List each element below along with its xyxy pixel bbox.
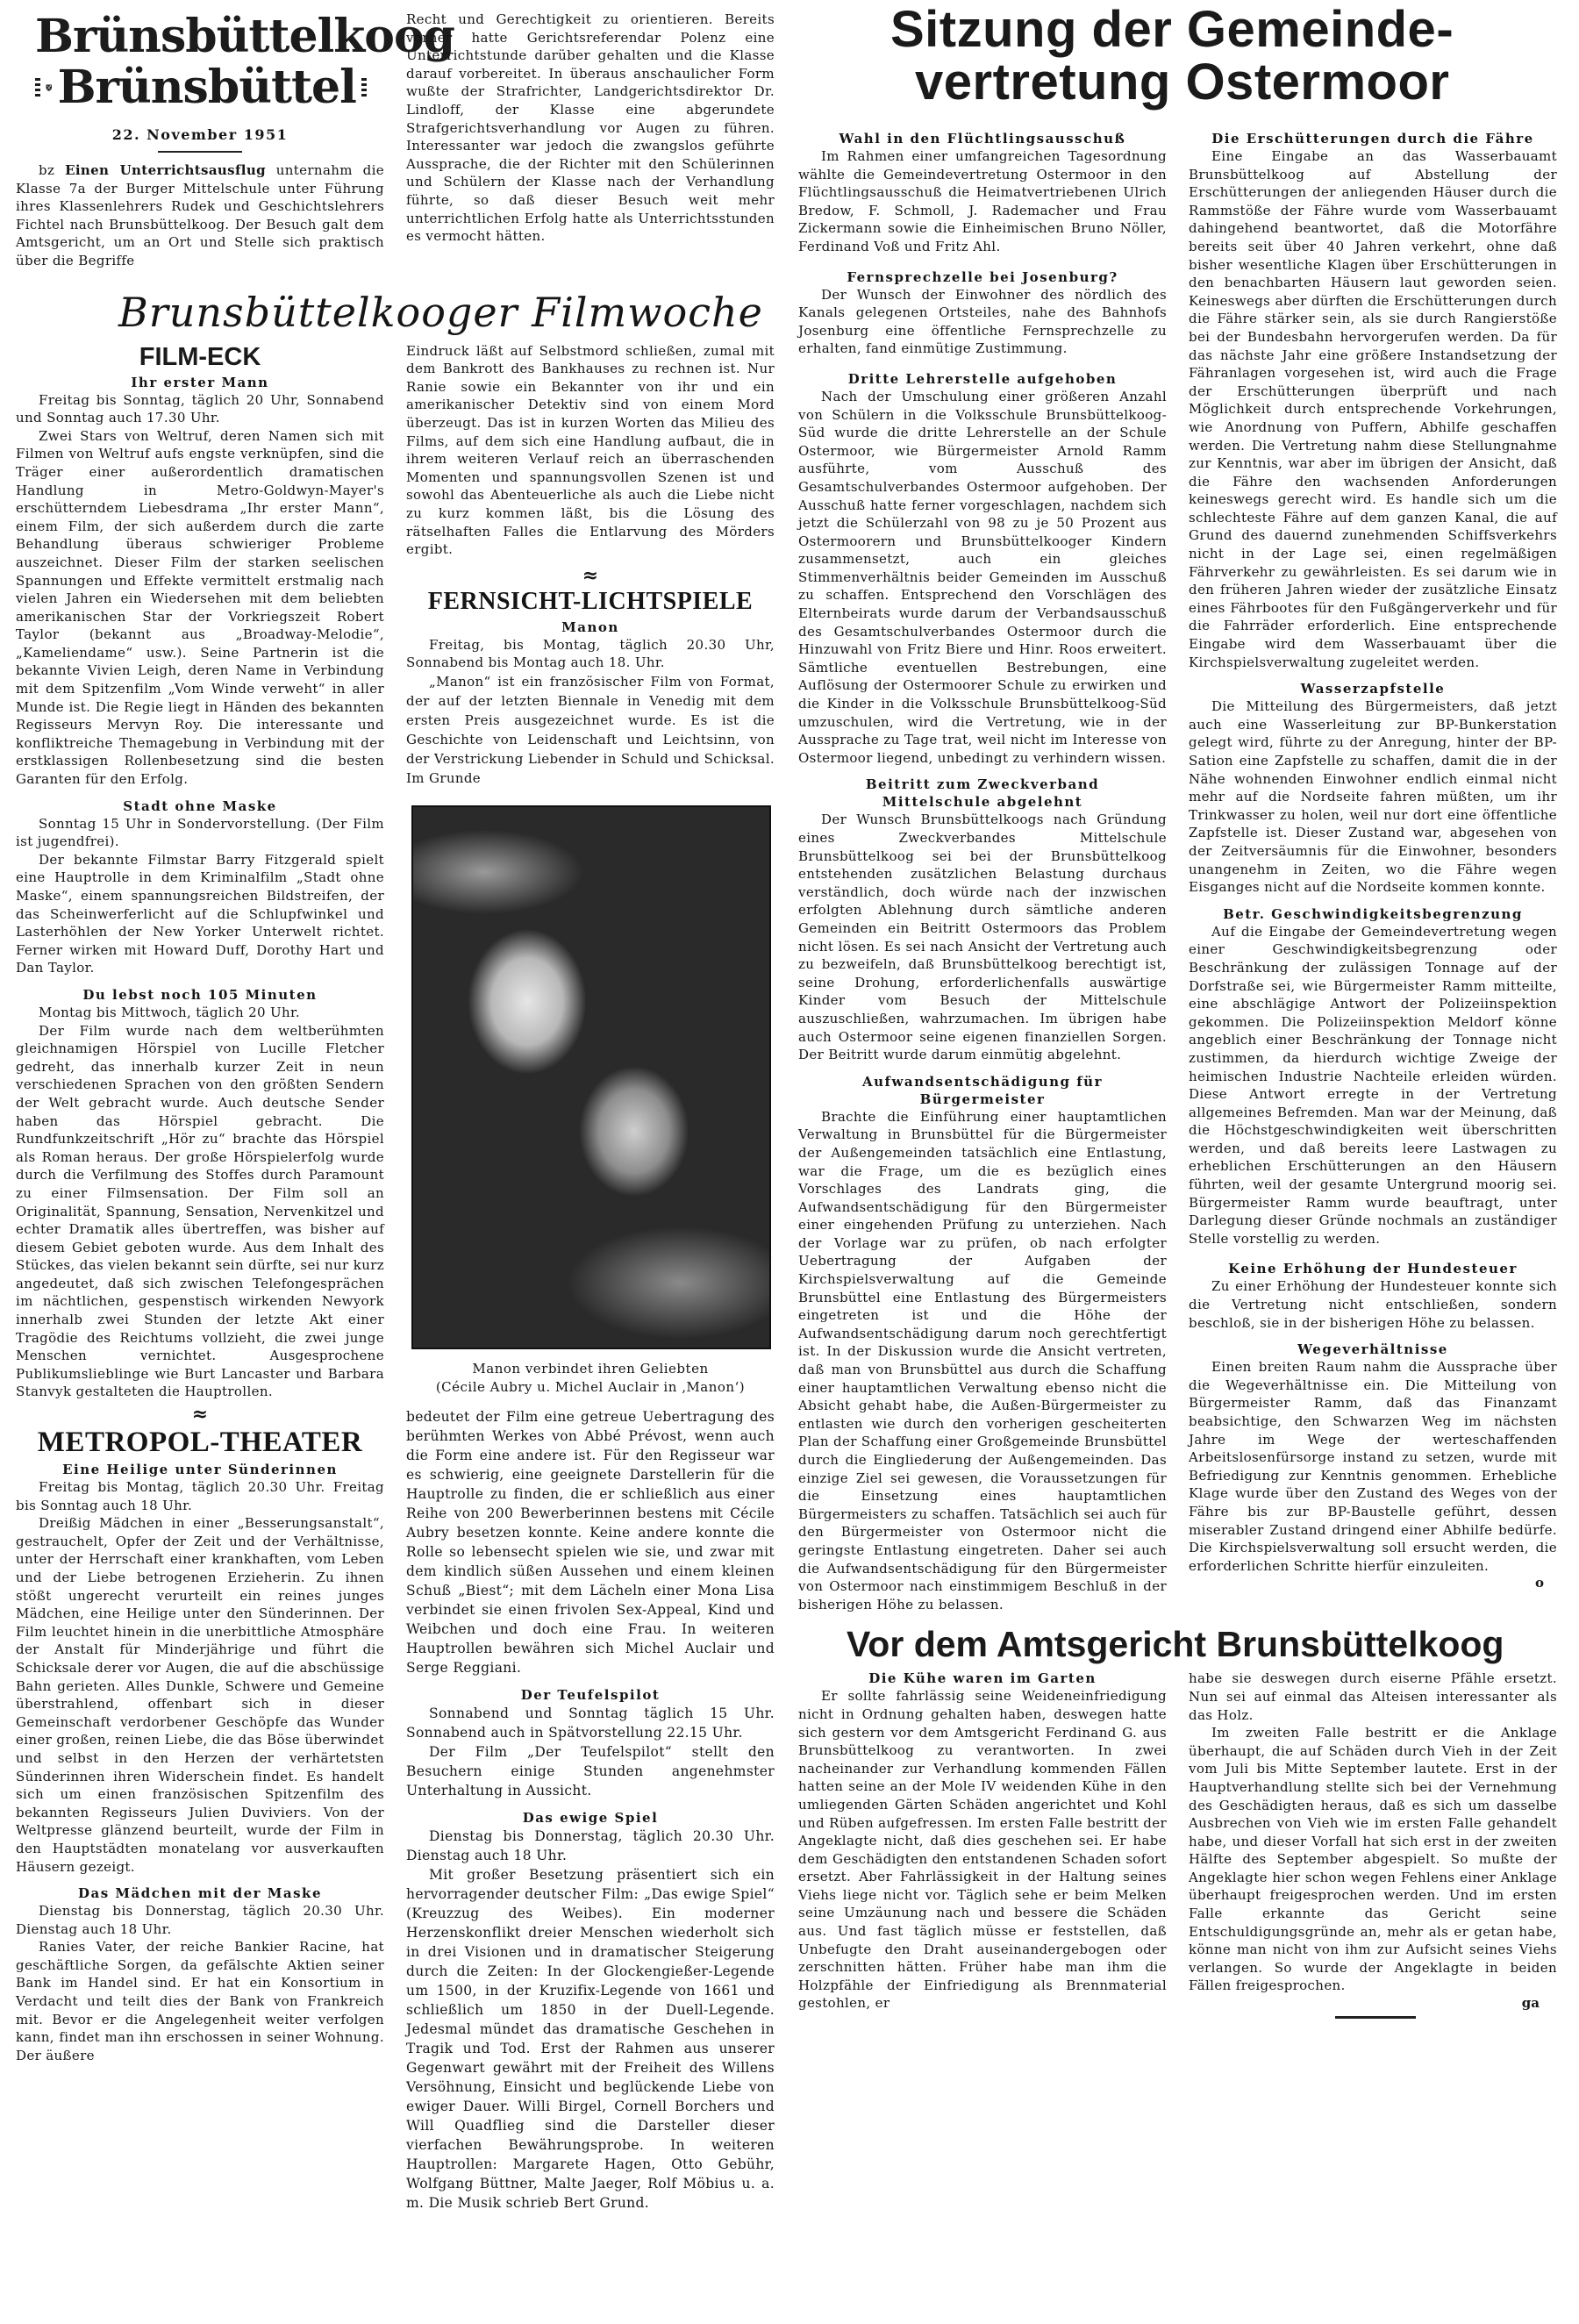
- film-description: Ranies Vater, der reiche Bankier Racine, hat geschäftliche Sorgen, da gefälschte Aktien seiner Bank im Handel sind. Er hat ein Konsortium in Verdacht und teilt dies der Bank von Frankreich mit. Bevor er die Angelegenheit weiter verfolgen kann, findet man ihn erschossen in seiner Wohnung. Der äußere: [16, 1939, 384, 2063]
- section-body: Brachte die Einführung einer hauptamtlichen Verwaltung in Brunsbüttel für die Bürgermeister der Außengemeinden tatsächlich eine Entlastung, war die Frage, um die es bezüglich eines Vorschlages des Landrats ging, die Aufwandsentschädigung für den Bürgermeister einer eingehenden Prüfung zu unterziehen. Nach der Vorlage war zu prüfen, ob nach erfolgter Uebertragung der Aufgaben der Kirchspielsverwaltung auf die Gemeinde Brunsbüttel eine Entlastung des Bürgermeisters eingetreten ist und die Höhe der Aufwandsentschädigung darum noch gerechtfertigt ist. In der Diskussion wurde die Ansicht vertreten, daß man von Brunsbüttel aus durch die Schaffung einer hauptamtlichen Verwaltung ebenso nicht die Absicht gehabt habe, die Außen-Bürgermeister zu entlasten wie durch den vorherigen gescheiterten Plan der Schaffung einer Großgemeinde Brunsbüttel durch die Eingliederung der Außengemeinden. Das einzige Ziel sei gewesen, die Voraussetzungen für die Einsetzung eines hauptamtlichen Bürgermeisters zu schaffen. Tatsächlich sei auch für den Bürgermeister von Ostermoor nicht die geringste Entlastung eingetreten. Daher sei auch die Aufwandsentschädigung für den Bürgermeister von Ostermoor nach einstimmigem Beschluß in der bisherigen Höhe zu belassen.: [798, 1108, 1167, 1612]
- section-body: Die Mitteilung des Bürgermeisters, daß jetzt auch eine Wasserleitung zur BP-Bunkerstation gelegt wird, führte zu der Anregung, hinter der BP-Sation eine Zapfstelle zu schaffen, damit die in der Nähe wohnenden Einwohner endlich einmal nicht mehr auf die Nordseite fahren müßten, um ihr Trinkwasser zu holen, weil nur dort eine öffentliche Zapfstelle ist. Dieser Zustand war, abgesehen von der Zeitversäumnis für die Einwohner, besonders unangenehm in Zeiten, wo die Fähre wegen Eisganges nicht auf die Nordseite kommen konnte.: [1189, 698, 1557, 896]
- section-title: Wahl in den Flüchtlingsausschuß: [839, 131, 1126, 147]
- section-body: Zu einer Erhöhung der Hundesteuer konnte sich die Vertretung nicht entschließen, sondern beschloß, sie in der bisherigen Höhe zu belassen.: [1189, 1278, 1557, 1331]
- photo-caption: [406, 1360, 775, 1397]
- section-title: Aufwandsentschädigung für Bürgermeister: [861, 1073, 1103, 1107]
- logo-stripe-right: [361, 78, 367, 97]
- top-row: [16, 0, 775, 270]
- film-title: Manon: [561, 619, 619, 635]
- sitzung-row: [798, 121, 1557, 1613]
- court-body: Er sollte fahrlässig seine Weideneinfriedigung nicht in Ordnung gehalten haben, deswegen hatte sich gestern vor dem Amtsgericht Ferdinand G. aus Brunsbüttelkoog zu verantworten. In zwei nacheinander zur Verhandlung kommenden Fällen hatten seine an der Mole IV weidenden Kühe in den umliegenden Gärten Schäden angerichtet und Kohl und Rüben aufgefressen. Im ersten Falle bestritt der Angeklagte nicht, daß dies geschehen sei. Er habe dem Geschädigten den entstandenen Schaden sofort ersetzt. Aber Fahrlässigkeit in der Haltung seines Viehs liege nicht vor. Täglich sehe er beim Melken seine Umzäunung nach und bessere die Schäden aus. Und fast täglich müsse er feststellen, daß Unbefugte den Draht auseinandergebogen oder zerschnitten hätten. Früher habe man ihm die Holzpfähle der Einfriedigung als Brennmaterial gestohlen, er: [798, 1688, 1167, 2012]
- film-title: Ihr erster Mann: [131, 374, 269, 390]
- caption-line: (Cécile Aubry u. Michel Auclair in ‚Manon‘): [435, 1378, 746, 1395]
- headline-line: Sitzung der Gemeinde-: [890, 1, 1454, 58]
- section-body: Auf die Eingabe der Gemeindevertretung wegen einer Geschwindigkeitsbegrenzung oder Beschränkung der zulässigen Tonnage auf der Dorfstraße sei, wie Bürgermeister Ramm mitteilte, eine abschlägige Antwort der Polizeiinspektion gekommen. Die Polizeiinspektion Meldorf könne angeblich einer Beschränkung der Tonnage nicht zustimmen, da hierdurch wichtige Zweige der heimischen Industrie Nachteile erleiden würden. Diese Antwort erregte in der Vertretung allgemeines Befremden. Man war der Meinung, daß die Höchstgeschwindigkeiten weit überschritten werden, und daß bereits leere Lastwagen zu erheblichen Erschütterungen an den Häusern führten, weil der gesamte Untergrund moorig sei. Bürgermeister Ramm wurde beauftragt, unter Darlegung dieser Gründe nochmals an zuständiger Stelle vorstellig zu werden.: [1189, 923, 1557, 1247]
- section-body: Eine Eingabe an das Wasserbauamt Brunsbüttelkoog auf Abstellung der Erschütterungen der anliegenden Häuser durch die Rammstöße der Fähre wurde vom Wasserbauamt dahingehend beantwortet, daß die Motorfähre bereits seit über 40 Jahren verkehrt, ohne daß bisher wesentliche Klagen über Erschütterungen in den benachbarten Häusern laut geworden seien. Keineswegs aber dürften die Erschütterungen durch die Fähre stärker sein, als sie durch Rangierstöße bei der Bundesbahn hervorgerufen werden. Da für das nächste Jahr eine größere Instandsetzung der Fähranlagen vorgesehen ist, wird auch die Frage der Erschütterungen überprüft und nach Möglichkeit durch entsprechende Vorkehrungen, wie Anordnung von Puffern, Abhilfe geschaffen werden. Die Vertretung nahm diese Stellungnahme zur Kenntnis, war aber im übrigen der Ansicht, daß die Fähre den wachsenden Anforderungen keineswegs gerecht wird. Es handle sich um die schlechteste Fähre auf dem ganzen Kanal, die auf Grund des dauernd zunehmenden Schiffsverkehrs nicht in der Lage sei, einen regelmäßigen Fährverkehr zu gewährleisten. Es sei darum wie in den früheren Jahren wieder der zusätzliche Einsatz eines Fährbootes für den Fußgängerverkehr und für die Fahrräder erforderlich. Eine entsprechende Eingabe wird dem Wasserbauamt über die Kirchspielsverwaltung zugeleitet werden.: [1189, 148, 1557, 670]
- section-title: Beitritt zum Zweckverband Mittelschule abgelehnt: [865, 776, 1100, 811]
- column-1-top: [16, 0, 455, 270]
- logo-line-1: Brünsbüttelkoog: [35, 10, 455, 63]
- section-title: Betr. Geschwindigkeitsbegrenzung: [1223, 905, 1523, 922]
- right-half: [798, 0, 1557, 2019]
- column-3: [798, 121, 1167, 1613]
- left-half: [16, 0, 775, 2213]
- cinema-metropol-title: METROPOL-THEATER: [37, 1427, 363, 1459]
- film-still-photo: [411, 805, 771, 1349]
- section-title: Fernsprechzelle bei Josenburg?: [847, 268, 1118, 285]
- coat-of-arms-shield-icon: [46, 61, 52, 114]
- film-row: [16, 342, 775, 2213]
- caption-line: Manon verbindet ihren Geliebten: [472, 1360, 709, 1377]
- film-schedule: Sonnabend und Sonntag täglich 15 Uhr. Sonnabend auch in Spätvorstellung 22.15 Uhr.: [406, 1705, 775, 1741]
- film-description: Der Film „Der Teufelspilot“ stellt den Besuchern einige Stunden angenehmster Unterhaltung in Aussicht.: [406, 1743, 775, 1798]
- film-description: Zwei Stars von Weltruf, deren Namen sich mit Filmen von Weltruf aufs engste verknüpfen, sind die Träger einer außerordentlich dramatischen Handlung in Metro-Goldwyn-Mayer's erschütterndem Liebesdrama „Ihr erster Mann“, einem Film, der sich außerdem durch die zarte Behandlung überaus schwieriger Probleme auszeichnet. Dieser Film der starken seelischen Spannungen und Effekte vermittelt erstmalig nach vielen Jahren ein Wiedersehen mit dem beliebten amerikanischen Star der Vorkriegszeit Robert Taylor (bekannt aus „Broadway-Melodie“, „Kameliendame“ usw.). Seine Partnerin ist die bekannte Vivien Leigh, deren Name in Verbindung mit dem Spitzenfilm „Vom Winde verweht“ in aller Munde ist. Die Regie liegt in Händen des bekannten Regisseurs Mervyn Roy. Die interessante und konfliktreiche Themagebung in Verbindung mit der erstklassigen Rollenbesetzung sind die besten Garanten für den Erfolg.: [16, 427, 384, 788]
- section-title: Dritte Lehrerstelle aufgehoben: [847, 370, 1118, 387]
- filmwoche-banner: Brunsbüttelkooger Filmwoche: [118, 288, 763, 336]
- film-description: Der bekannte Filmstar Barry Fitzgerald spielt eine Hauptrolle in dem Kriminalfilm „Stadt ohne Maske“, einem spannungsreichen Bildstreifen, der das Scheinwerferlicht auf die Schlupfwinkel und Lasterhöhlen der New Yorker Unterwelt richtet. Ferner wirken mit Howard Duff, Dorothy Hart und Dan Taylor.: [16, 851, 384, 976]
- court-row: [798, 1666, 1557, 2019]
- section-body: Nach der Umschulung einer größeren Anzahl von Schülern in die Volksschule Brunsbüttelkoog-Süd wurde die dritte Lehrerstelle an der Schule Ostermoor, wie Bürgermeister Arnold Ramm ausführte, vom Ausschuß des Gesamtschulverbandes Ostermoor aufgehoben. Der Ausschuß hatte ferner vorgeschlagen, nachdem sich jetzt die Schülerzahl von 98 zu je 50 Prozent aus Ostermoorern und Brunsbüttelkooger Kindern zusammensetzt, auch ein gleiches Stimmenverhältnis beider Gemeinden im Ausschuß zu schaffen. Entsprechend den Vorschlägen des Elternbeirats wurde darum der Verbandsausschuß des Gesamtschulverbandes Ostermoor durch die Hinzuwahl von Fritz Biere und Hinr. Roos erweitert. Sämtliche eventuellen Bestrebungen, eine Auflösung der Ostermoorer Schule zu erwirken und die Kinder in die Volksschule Brunsbüttelkoog-Süd umzuschulen, wird die Vertretung, wie in der Aussprache zu Tage trat, weil nicht im Interesse von Ostermoor liegend, unbedingt zu verhindern wissen.: [798, 388, 1167, 766]
- film-description: Mit großer Besetzung präsentiert sich ein hervorragender deutscher Film: „Das ewige Spiel“ (Kreuzzug des Weibes). Ein moderner Herzenskonflikt dreier Menschen wiederholt sich in drei Visionen und in dramatischer Steigerung durch die Zeiten: In der Glockengießer-Legende um 1500, in der Kruzifix-Legende von 1661 und schließlich um 1850 in der Duell-Legende. Jedesmal mündet das dramatische Geschehen in Tragik und Tod. Erst der Rahmen aus unserer Gegenwart gewährt mit der Freiheit des Willens Versöhnung, Einsicht und beglückende Liebe von ewiger Dauer. Willi Birgel, Cornell Borchers und Will Quadflieg sind die Darsteller dieser vierfachen Bewährungsprobe. In weiteren Hauptrollen: Margarete Hagen, Otto Gebühr, Wolfgang Büttner, Malte Jaeger, Rolf Möbius u. a. m. Die Musik schrieb Bert Grund.: [406, 1866, 775, 2211]
- section-separator: ≈: [191, 1403, 209, 1427]
- court-subtitle: Die Kühe waren im Garten: [868, 1670, 1097, 1687]
- logo-stripe-left: [35, 78, 40, 97]
- article-text: unternahm die Klasse 7a der Burger Mittelschule unter Führung ihres Klassenlehrers Rudek und Geschichtslehrers Fichtel nach Brunsbüttelkoog. Der Besuch galt dem Amtsgericht, um an Ort und Stelle sich praktisch über die Begriffe: [16, 162, 384, 268]
- film-schedule: Freitag bis Montag, täglich 20.30 Uhr. Freitag bis Sonntag auch 18 Uhr.: [16, 1479, 384, 1513]
- film-description: „Manon“ ist ein französischer Film von Format, der auf der letzten Biennale in Venedig mit dem ersten Preis ausgezeichnet wurde. Es ist die Geschichte von Leidenschaft und Leichtsinn, von der Verstrickung Liebender in Schuld und Schicksal. Im Grunde: [406, 673, 775, 786]
- column-2: [406, 342, 775, 2213]
- court-headline: Vor dem Amtsgericht Brunsbüttelkoog: [847, 1624, 1504, 1665]
- film-description: Der Film wurde nach dem weltberühmten gleichnamigen Hörspiel von Lucille Fletcher gedreht, das innerhalb kurzer Zeit in neun verschiedenen Sprachen von den größten Sendern der Welt gebracht wurde. Auch deutsche Sender haben das Hörspiel gebracht. Die Rundfunkzeitschrift „Hör zu“ brachte das Hörspiel als Roman heraus. Der große Hörspielerfolg wurde durch die Verfilmung des Stoffes durch Paramount zu einer Filmsensation. Der Film soll an Originalität, Spannung, Sensation, Nervenkitzel und echter Dramatik alles übertreffen, was bisher auf diesem Gebiet geboten wurde. Aus dem Inhalt des Stückes, das vielen bekannt sein dürfte, sei nur kurz angedeutet, daß sich zwischen Telefongesprächen im nächtlichen, gespenstisch wirkenden Newyork innerhalb zwei Stunden der letzte Akt einer Tragödie des Reichtums vollzieht, die zwei junge Menschen vernichtet. Ausgesprochene Publikumslieblinge wie Burt Lancaster und Barbara Stanvyk gestalteten die Hauptrollen.: [16, 1022, 384, 1400]
- column-4: [1189, 121, 1557, 1591]
- date-rule: [158, 151, 242, 153]
- film-title: Der Teufelspilot: [520, 1686, 661, 1703]
- sitzung-headline: [890, 1, 1557, 111]
- film-title: Das ewige Spiel: [522, 1809, 659, 1826]
- film-entry: [406, 636, 775, 788]
- section-body: Der Wunsch der Einwohner des nördlich des Kanals gelegenen Ortsteiles, nahe des Bahnhofs Josenburg eine öffentliche Fernsprechzelle zu erhalten, fand einmütige Zustimmung.: [798, 286, 1167, 357]
- film-schedule: Freitag, bis Montag, täglich 20.30 Uhr, Sonnabend bis Montag auch 18. Uhr.: [406, 636, 775, 671]
- section-title: Die Erschütterungen durch die Fähre: [1211, 131, 1534, 147]
- section-title: Keine Erhöhung der Hundesteuer: [1228, 1261, 1518, 1277]
- film-schedule: Montag bis Mittwoch, täglich 20 Uhr.: [39, 1004, 300, 1020]
- film-schedule: Dienstag bis Donnerstag, täglich 20.30 Uhr. Dienstag auch 18 Uhr.: [406, 1827, 775, 1863]
- film-entry: [16, 815, 384, 977]
- film-entry: [16, 1004, 384, 1401]
- film-title: Du lebst noch 105 Minuten: [82, 986, 318, 1003]
- byline: bz: [39, 162, 55, 178]
- logo-line-2: Brünsbüttel: [57, 61, 356, 114]
- court-body: Im zweiten Falle bestritt er die Anklage überhaupt, die auf Schäden durch Vieh in der Zeit vom Juli bis Mitte September lautete. Erst in der Hauptverhandlung stellte sich bei der Vernehmung des Geschädigten heraus, daß es sich um dasselbe Ausbrechen von Vieh wie im ersten Falle gehandelt habe, und dieser Vorfall hat sich erst in der zweiten Hälfte des September abgespielt. So mußte der Angeklagte hier schon wegen Fehlens einer Anklage überhaupt freigesprochen werden. Und im ersten Falle erkannte das Gericht seine Entschuldigungsgründe an, mehr als er getan habe, könne man nicht von ihm zur Aufsicht seines Viehs verlangen. So wurde der Angeklagte in beiden Fällen freigesprochen.: [1189, 1725, 1557, 1994]
- film-description: Dreißig Mädchen in einer „Besserungsanstalt“, gestrauchelt, Opfer der Zeit und der Verhältnisse, unter der Herrschaft einer krankhaften, vom Leben und der Liebe betrogenen Erzieherin. Zu ihnen stößt ungerecht verurteilt ein reines junges Mädchen, eine Heilige unter den Sünderinnen. Der Film leuchtet hinein in die unerbittliche Atmosphäre der Anstalt für Minderjährige und führt die Schicksale derer vor Augen, die auf die abschüssige Bahn gerieten. Alles Dunkle, Schwere und Gemeine überstrahlend, offenbart sich in dieser Gemeinschaft verdorbener Geschöpfe das Wunder einer großen, reinen Liebe, die das Böse überwindet und selbst in den Herzen der verhärtetsten Sünderinnen ihren Widerschein findet. Es handelt sich um einen französischen Spitzenfilm des bekannten Regisseurs Julien Duviviers. Von der Weltpresse glänzend beurteilt, wurde der Film in den Hauptstädten monatelang vor ausverkauften Häusern gezeigt.: [16, 1515, 384, 1875]
- column-4-court: [1189, 1666, 1557, 2019]
- column-2-top: [406, 0, 775, 246]
- school-trip-article-part1: [16, 161, 384, 270]
- cinema-fernsicht-title: FERNSICHT-LICHTSPIELE: [427, 587, 754, 615]
- film-schedule: Dienstag bis Donnerstag, täglich 20.30 Uhr. Dienstag auch 18 Uhr.: [16, 1903, 384, 1937]
- film-entry: [16, 1478, 384, 1876]
- film-title: Stadt ohne Maske: [123, 797, 277, 814]
- section-title: Wegeverhältnisse: [1297, 1341, 1448, 1358]
- article-end-mark: o: [1534, 1575, 1544, 1591]
- school-trip-article-part2: Recht und Gerechtigkeit zu orientieren. Bereits vorher hatte Gerichtsreferendar Polenz eine Unterrichtstunde darüber gehalten und die Klasse darauf vorbereitet. In überaus anschaulicher Form wußte der Strafrichter, Landgerichtsdirektor Dr. Lindloff, der Klasse eine abgerundete Strafgerichtsverhandlung vor Augen zu führen. Interessanter war jedoch die zwangslos geführte Aussprache, die der Richter mit den Schülerinnen und Schülern der Klasse nach der Verhandlung führte, so daß dieser Besuch weit mehr unterrichtlichen Erfolg hatte als Unterrichtsstunden es vermocht hätten.: [406, 11, 775, 245]
- author-signature: ga: [1521, 1995, 1540, 2012]
- section-body: Der Wunsch Brunsbüttelkoogs nach Gründung eines Zweckverbandes Mittelschule Brunsbüttelkoog sei bei der Brunsbüttelkoog entstehenden zusätzlichen Belastung durchaus verständlich, doch würde nach der inzwischen erfolgten Ablehnung durch sämtliche anderen Gemeinden ein Beitritt Ostermoors das Problem nicht lösen. Es sei nach Ansicht der Vertretung auch zu bezweifeln, daß Brunsbüttelkoog berechtigt ist, seine Drohung, erforderlichenfalls auswärtige Kinder vom Besuch der Mittelschule auszuschließen, wahrzumachen. Im übrigen habe auch Ostermoor seine eigenen finanziellen Sorgen. Der Beitritt wurde darum einmütig abgelehnt.: [798, 812, 1167, 1063]
- lead-words: Einen Unterrichtsausflug: [65, 162, 266, 178]
- film-schedule: Sonntag 15 Uhr in Sondervorstellung. (Der Film ist jugendfrei).: [16, 815, 384, 850]
- film-description-continued: Eindruck läßt auf Selbstmord schließen, zumal mit dem Bankrott des Bankhauses zu rechnen ist. Nur Ranie sowie ein Bekannter von ihr und ein amerikanischer Detektiv sind von einem Mord überzeugt. Das ist in kurzen Worten das Milieu des Films, auf dem sich eine Handlung aufbaut, die in ihrem weiteren Verlauf reich an überraschenden Momenten und spannungsvollen Szenen ist und sowohl das Abenteuerliche als auch die Liebe nicht zu kurz kommen läßt, bis die Lösung des rätselhaften Falles die Entlarvung des Mörders ergibt.: [406, 342, 775, 558]
- film-title: Eine Heilige unter Sünderinnen: [62, 1462, 338, 1478]
- film-entry: [406, 1827, 775, 2213]
- column-3-court: [798, 1666, 1167, 2013]
- film-description-continued: bedeutet der Film eine getreue Uebertragung des berühmten Werkes von Abbé Prévost, wenn auch die Form eine andere ist. Für den Regisseur war es schwierig, eine geeignete Darstellerin für die Hauptrolle zu finden, die er schließlich aus einer Reihe von 200 Bewerberinnen bestens mit Cécile Aubry besetzen konnte. Keine andere konnte die Rolle so lebensecht spielen wie sie, und zwar mit dem kindlich süßen Aussehen und einem kleinen Schuß „Biest“; mit dem Lächeln einer Mona Lisa verbindet sie einen frivolen Sex-Appeal, Kind und Weibchen und doch eine Frau. In weiteren Hauptrollen bewähren sich Michel Auclair und Serge Reggiani.: [406, 1408, 775, 1676]
- issue-date: 22. November 1951: [111, 126, 289, 143]
- film-entry: [406, 1704, 775, 1800]
- film-title: Das Mädchen mit der Maske: [78, 1885, 322, 1902]
- end-rule: [1335, 2016, 1416, 2019]
- section-body: Einen breiten Raum nahm die Aussprache über die Wegeverhältnisse ein. Die Mitteilung von Bürgermeister Ramm, daß das Finanzamt beabsichtige, den Schwarzen Weg im nächsten Jahre im Wege der werteschaffenden Arbeitslosenfürsorge instand zu setzen, wurde mit Befriedigung zur Kenntnis genommen. Erhebliche Klage wurde über den Zustand des Weges von der Fähre bis zur BP-Baustelle geführt, dessen miserabler Zustand dringend einer Abhilfe bedürfe. Die Kirchspielsverwaltung soll ersucht werden, die erforderlichen Schritte hierfür einzuleiten.: [1189, 1359, 1557, 1574]
- film-entry: [16, 391, 384, 789]
- logo-line-2-row: [35, 61, 367, 114]
- court-body-continued: habe sie deswegen durch eiserne Pfähle ersetzt. Nun sei auf einmal das Alteisen interessanter als das Holz.: [1189, 1670, 1557, 1723]
- masthead-logo: [16, 0, 455, 114]
- section-body: Im Rahmen einer umfangreichen Tagesordnung wählte die Gemeindevertretung Ostermoor in den Flüchtlingsausschuß die Heimatvertriebenen Ulrich Bredow, F. Schmoll, J. Rademacher und Frau Zickermann sowie die Einheimischen Bruno Nöller, Ferdinand Voß und Fritz Ahl.: [798, 148, 1167, 254]
- film-schedule: Freitag bis Sonntag, täglich 20 Uhr, Sonnabend und Sonntag auch 17.30 Uhr.: [16, 391, 384, 426]
- headline-line: vertretung Ostermoor: [915, 54, 1450, 111]
- film-entry: [16, 1902, 384, 2064]
- cinema-film-eck-title: FILM-ECK: [139, 342, 261, 371]
- section-title: Wasserzapfstelle: [1300, 681, 1446, 697]
- column-1: [16, 342, 384, 2065]
- section-separator: ≈: [582, 563, 599, 587]
